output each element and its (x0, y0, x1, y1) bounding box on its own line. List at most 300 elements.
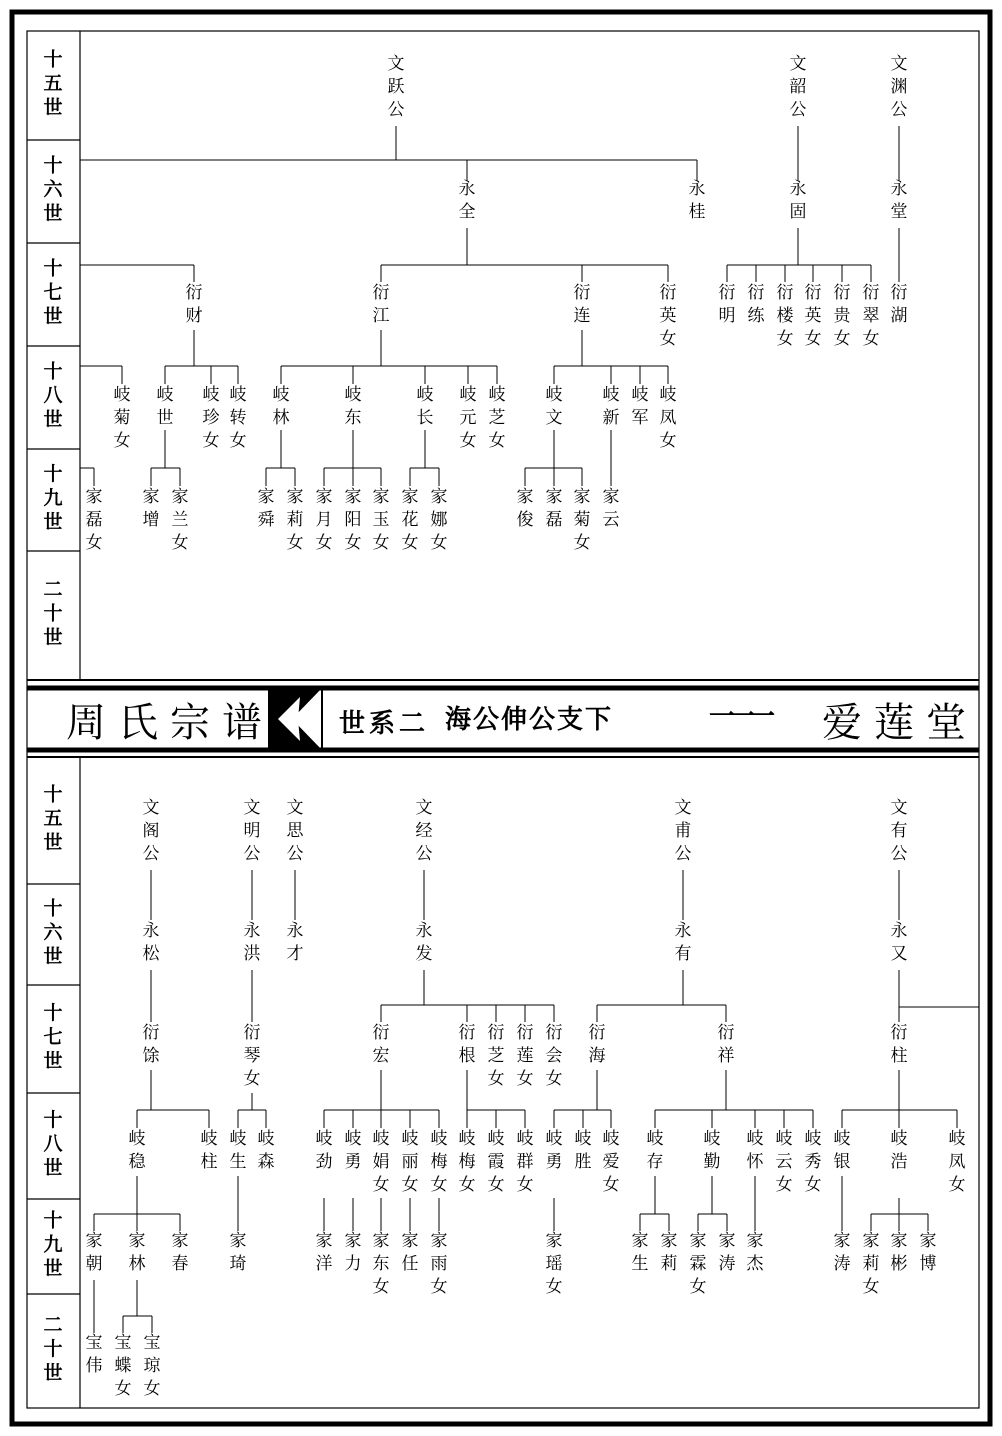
svg-text:七: 七 (43, 1026, 63, 1048)
svg-text:雨: 雨 (430, 1254, 448, 1274)
person-name (431, 487, 448, 553)
svg-text:岐: 岐 (202, 385, 220, 405)
svg-text:文: 文 (286, 798, 304, 818)
person-name (863, 1231, 880, 1297)
svg-text:伟: 伟 (85, 1356, 103, 1376)
svg-text:支: 支 (556, 705, 584, 735)
person-name (416, 921, 433, 964)
svg-text:女: 女 (114, 1379, 132, 1399)
svg-text:爱: 爱 (602, 1152, 620, 1172)
person-name (157, 385, 174, 428)
person-name (891, 1023, 908, 1066)
person-name (748, 283, 766, 326)
person-name (675, 921, 692, 964)
generation-label (43, 360, 63, 431)
svg-text:家: 家 (602, 487, 620, 507)
person-name (316, 1129, 333, 1172)
svg-text:女: 女 (545, 1069, 563, 1089)
svg-text:家: 家 (516, 487, 534, 507)
svg-text:文: 文 (545, 408, 563, 428)
svg-text:生: 生 (631, 1254, 649, 1274)
svg-text:岐: 岐 (804, 1129, 822, 1149)
person-name (834, 1231, 851, 1274)
svg-text:衍: 衍 (516, 1023, 534, 1043)
svg-text:英: 英 (659, 306, 677, 326)
generation-label (43, 48, 62, 119)
svg-text:公: 公 (243, 844, 261, 864)
svg-text:涛: 涛 (718, 1254, 736, 1274)
svg-text:玉: 玉 (372, 510, 390, 530)
svg-text:涛: 涛 (833, 1254, 851, 1274)
svg-text:娜: 娜 (430, 510, 448, 530)
svg-text:文: 文 (387, 54, 405, 74)
svg-text:岐: 岐 (113, 385, 131, 405)
svg-text:周: 周 (66, 700, 106, 746)
svg-text:菊: 菊 (113, 408, 131, 428)
svg-text:东: 东 (344, 408, 362, 428)
generation-label (43, 1001, 62, 1072)
svg-text:岐: 岐 (229, 385, 247, 405)
person-name (86, 1231, 103, 1274)
svg-text:公: 公 (789, 100, 807, 120)
svg-text:文: 文 (789, 54, 807, 74)
svg-text:世: 世 (43, 1050, 63, 1072)
person-name (546, 1231, 563, 1297)
svg-text:女: 女 (804, 329, 822, 349)
svg-text:一: 一 (728, 702, 756, 732)
svg-text:甫: 甫 (674, 821, 692, 841)
person-name (647, 1129, 664, 1172)
person-name (459, 179, 476, 222)
person-name (273, 385, 290, 428)
svg-text:秀: 秀 (804, 1152, 822, 1172)
svg-text:女: 女 (372, 1277, 390, 1297)
book-title (66, 700, 262, 746)
generation-label (43, 783, 62, 854)
svg-text:岐: 岐 (458, 1129, 476, 1149)
svg-text:英: 英 (804, 306, 822, 326)
svg-text:永: 永 (286, 921, 304, 941)
person-name (603, 1129, 620, 1195)
svg-text:岐: 岐 (401, 1129, 419, 1149)
person-name (431, 1231, 448, 1297)
svg-text:二: 二 (43, 1314, 63, 1336)
person-name (488, 1023, 505, 1089)
person-name (416, 798, 433, 864)
svg-text:家: 家 (545, 487, 563, 507)
person-name (345, 1231, 362, 1274)
svg-text:女: 女 (171, 533, 189, 553)
svg-text:衍: 衍 (747, 283, 765, 303)
svg-text:阁: 阁 (142, 821, 160, 841)
svg-text:永: 永 (789, 179, 807, 199)
svg-text:凤: 凤 (659, 408, 677, 428)
svg-text:女: 女 (430, 1277, 448, 1297)
svg-text:系: 系 (368, 709, 396, 739)
svg-text:梅: 梅 (430, 1152, 448, 1172)
svg-text:五: 五 (43, 72, 63, 95)
svg-text:生: 生 (229, 1152, 247, 1172)
person-name (316, 1231, 333, 1274)
svg-text:发: 发 (415, 944, 433, 964)
svg-text:洪: 洪 (243, 944, 261, 964)
hall-name (822, 700, 966, 746)
svg-text:阳: 阳 (344, 510, 362, 530)
svg-text:霞: 霞 (487, 1152, 505, 1172)
svg-text:世: 世 (43, 1157, 63, 1179)
svg-text:琴: 琴 (243, 1046, 261, 1066)
svg-text:家: 家 (401, 1231, 419, 1251)
svg-text:家: 家 (890, 1231, 908, 1251)
svg-text:世: 世 (338, 709, 366, 739)
person-name (603, 487, 620, 530)
svg-text:衍: 衍 (804, 283, 822, 303)
svg-text:梅: 梅 (458, 1152, 476, 1172)
svg-text:衍: 衍 (573, 283, 591, 303)
person-name (718, 1023, 735, 1066)
svg-text:文: 文 (890, 798, 908, 818)
person-name (143, 1023, 161, 1066)
person-name (459, 1023, 476, 1066)
svg-text:世: 世 (156, 408, 174, 428)
svg-text:岐: 岐 (372, 1129, 390, 1149)
svg-text:世: 世 (43, 511, 63, 533)
svg-text:莉: 莉 (862, 1254, 880, 1274)
svg-text:增: 增 (142, 510, 160, 530)
svg-text:岐: 岐 (200, 1129, 218, 1149)
svg-text:森: 森 (257, 1152, 275, 1172)
svg-text:衍: 衍 (372, 283, 390, 303)
svg-text:杰: 杰 (746, 1254, 764, 1274)
svg-text:莲: 莲 (516, 1046, 534, 1066)
person-name (230, 385, 247, 451)
svg-text:女: 女 (659, 329, 677, 349)
svg-text:六: 六 (43, 921, 63, 944)
svg-text:俊: 俊 (516, 510, 534, 530)
svg-text:女: 女 (862, 329, 880, 349)
svg-text:爱: 爱 (822, 700, 862, 746)
svg-text:十: 十 (43, 360, 63, 383)
person-name (690, 1231, 707, 1297)
svg-text:岐: 岐 (488, 385, 506, 405)
svg-text:林: 林 (128, 1254, 146, 1274)
svg-text:岐: 岐 (703, 1129, 721, 1149)
svg-text:家: 家 (171, 1231, 189, 1251)
svg-text:转: 转 (229, 408, 247, 428)
svg-text:世: 世 (43, 626, 63, 649)
svg-text:云: 云 (775, 1152, 793, 1172)
svg-text:十: 十 (43, 1002, 63, 1024)
svg-text:家: 家 (315, 1231, 333, 1251)
svg-text:岐: 岐 (487, 1129, 505, 1149)
svg-text:家: 家 (372, 487, 390, 507)
person-name (287, 487, 304, 553)
svg-text:永: 永 (458, 179, 476, 199)
svg-text:家: 家 (171, 487, 189, 507)
svg-text:岐: 岐 (344, 385, 362, 405)
svg-text:稳: 稳 (128, 1152, 146, 1172)
svg-text:七: 七 (43, 281, 63, 304)
svg-text:桂: 桂 (688, 202, 706, 222)
svg-text:磊: 磊 (545, 510, 563, 530)
person-name (345, 385, 362, 428)
svg-text:永: 永 (890, 921, 908, 941)
svg-text:元: 元 (459, 408, 477, 428)
svg-text:女: 女 (776, 329, 794, 349)
person-name (517, 1023, 534, 1089)
svg-text:家: 家 (430, 487, 448, 507)
person-name (660, 283, 677, 349)
svg-text:宝: 宝 (114, 1333, 132, 1353)
svg-text:岐: 岐 (128, 1129, 146, 1149)
svg-text:才: 才 (286, 944, 304, 964)
svg-text:家: 家 (344, 1231, 362, 1251)
svg-text:公: 公 (674, 844, 692, 864)
svg-text:月: 月 (315, 510, 333, 530)
person-name (575, 1129, 592, 1172)
svg-text:家: 家 (631, 1231, 649, 1251)
svg-text:衍: 衍 (718, 283, 736, 303)
svg-text:家: 家 (660, 1231, 678, 1251)
svg-text:伸: 伸 (500, 705, 528, 735)
svg-text:银: 银 (833, 1152, 851, 1172)
svg-text:永: 永 (142, 921, 160, 941)
svg-text:十: 十 (43, 154, 63, 177)
svg-text:世: 世 (43, 96, 63, 119)
svg-text:女: 女 (401, 1175, 419, 1195)
person-name (388, 54, 405, 120)
svg-text:九: 九 (43, 1233, 63, 1256)
svg-text:永: 永 (688, 179, 706, 199)
svg-text:世: 世 (43, 1362, 63, 1384)
svg-text:磊: 磊 (85, 510, 103, 530)
svg-text:家: 家 (344, 487, 362, 507)
svg-text:女: 女 (344, 533, 362, 553)
svg-text:家: 家 (545, 1231, 563, 1251)
svg-text:十: 十 (43, 1209, 63, 1232)
svg-text:世: 世 (43, 945, 63, 968)
svg-text:琼: 琼 (143, 1356, 161, 1376)
person-name (287, 798, 305, 864)
svg-text:宏: 宏 (372, 1046, 390, 1066)
svg-text:八: 八 (43, 1133, 63, 1155)
svg-text:衍: 衍 (142, 1023, 160, 1043)
person-name (417, 385, 434, 428)
svg-text:怀: 怀 (746, 1152, 764, 1172)
svg-text:家: 家 (401, 487, 419, 507)
svg-text:衍: 衍 (588, 1023, 606, 1043)
svg-text:瑶: 瑶 (545, 1254, 563, 1274)
svg-text:岐: 岐 (646, 1129, 664, 1149)
svg-text:勤: 勤 (703, 1152, 721, 1172)
person-name (244, 921, 261, 964)
svg-text:胜: 胜 (574, 1152, 592, 1172)
svg-text:女: 女 (488, 431, 506, 451)
person-name (632, 1231, 649, 1274)
person-name (574, 487, 591, 553)
svg-text:岐: 岐 (659, 385, 677, 405)
svg-text:女: 女 (804, 1175, 822, 1195)
svg-text:世: 世 (43, 202, 63, 225)
svg-text:海: 海 (588, 1046, 606, 1066)
person-name (777, 283, 795, 349)
svg-text:家: 家 (573, 487, 591, 507)
person-name (86, 1333, 103, 1376)
svg-text:任: 任 (401, 1254, 419, 1274)
page-number (709, 702, 775, 732)
person-name (144, 1333, 162, 1399)
svg-text:十: 十 (43, 897, 63, 920)
person-name (172, 1231, 189, 1274)
svg-text:洋: 洋 (315, 1254, 333, 1274)
svg-text:珍: 珍 (202, 408, 220, 428)
svg-text:海: 海 (444, 705, 472, 735)
svg-text:岐: 岐 (948, 1129, 966, 1149)
svg-text:岐: 岐 (430, 1129, 448, 1149)
svg-text:岐: 岐 (602, 1129, 620, 1149)
person-name (129, 1129, 147, 1172)
svg-text:公: 公 (472, 705, 500, 735)
svg-text:永: 永 (674, 921, 692, 941)
svg-text:女: 女 (401, 533, 419, 553)
person-name (790, 179, 807, 222)
svg-text:岐: 岐 (272, 385, 290, 405)
svg-text:公: 公 (286, 844, 304, 864)
svg-text:菊: 菊 (573, 510, 591, 530)
person-name (546, 385, 563, 428)
person-name (258, 487, 275, 530)
svg-text:二: 二 (398, 709, 426, 739)
person-name (546, 487, 563, 530)
svg-text:翠: 翠 (862, 306, 880, 326)
person-name (258, 1129, 275, 1172)
svg-text:岐: 岐 (890, 1129, 908, 1149)
svg-text:女: 女 (458, 1175, 476, 1195)
svg-text:家: 家 (833, 1231, 851, 1251)
person-name (891, 1129, 908, 1172)
svg-text:岐: 岐 (833, 1129, 851, 1149)
svg-text:岐: 岐 (545, 1129, 563, 1149)
svg-text:女: 女 (286, 533, 304, 553)
person-name (546, 1129, 563, 1172)
svg-text:岐: 岐 (315, 1129, 333, 1149)
svg-text:下: 下 (584, 705, 612, 735)
svg-text:家: 家 (257, 487, 275, 507)
svg-text:娟: 娟 (372, 1152, 390, 1172)
person-name (230, 1129, 247, 1172)
svg-text:固: 固 (789, 202, 807, 222)
svg-text:公: 公 (142, 844, 160, 864)
svg-text:公: 公 (890, 844, 908, 864)
generation-label (43, 897, 63, 968)
svg-text:一: 一 (708, 702, 736, 732)
svg-text:琦: 琦 (229, 1254, 247, 1274)
svg-text:十: 十 (43, 463, 63, 485)
generation-label (43, 579, 62, 649)
person-name (719, 1231, 736, 1274)
svg-text:家: 家 (689, 1231, 707, 1251)
svg-text:宝: 宝 (143, 1333, 161, 1353)
person-name (345, 487, 362, 553)
svg-text:蝶: 蝶 (114, 1356, 132, 1376)
svg-text:莲: 莲 (874, 700, 914, 746)
generation-label (43, 462, 62, 533)
svg-text:家: 家 (430, 1231, 448, 1251)
person-name (675, 798, 692, 864)
svg-text:女: 女 (775, 1175, 793, 1195)
svg-text:韶: 韶 (789, 77, 807, 97)
svg-text:九: 九 (43, 487, 63, 509)
svg-text:群: 群 (516, 1152, 534, 1172)
svg-text:楼: 楼 (776, 306, 794, 326)
svg-text:女: 女 (689, 1277, 707, 1297)
svg-text:岐: 岐 (257, 1129, 275, 1149)
svg-text:家: 家 (128, 1231, 146, 1251)
svg-text:女: 女 (516, 1069, 534, 1089)
svg-text:岐: 岐 (631, 385, 649, 405)
svg-text:经: 经 (415, 821, 433, 841)
svg-text:女: 女 (229, 431, 247, 451)
svg-text:练: 练 (747, 306, 765, 326)
svg-text:女: 女 (243, 1069, 261, 1089)
svg-text:谱: 谱 (222, 700, 262, 746)
svg-text:宝: 宝 (85, 1333, 103, 1353)
svg-text:衍: 衍 (487, 1023, 505, 1043)
svg-text:女: 女 (659, 431, 677, 451)
svg-text:二: 二 (43, 578, 63, 601)
svg-text:家: 家 (862, 1231, 880, 1251)
svg-text:公: 公 (387, 100, 405, 120)
svg-text:十: 十 (43, 48, 63, 71)
svg-text:女: 女 (862, 1277, 880, 1297)
svg-text:家: 家 (229, 1231, 247, 1251)
svg-text:明: 明 (243, 821, 261, 841)
person-name (373, 283, 390, 326)
svg-text:柱: 柱 (890, 1046, 908, 1066)
person-name (891, 283, 908, 326)
person-name (203, 385, 220, 451)
svg-text:衍: 衍 (776, 283, 794, 303)
svg-text:长: 长 (416, 408, 434, 428)
person-name (891, 54, 908, 120)
svg-text:女: 女 (372, 533, 390, 553)
person-name (920, 1231, 937, 1274)
person-name (129, 1231, 146, 1274)
person-name (805, 283, 822, 349)
person-name (488, 1129, 505, 1195)
svg-text:永: 永 (890, 179, 908, 199)
person-name (517, 1129, 534, 1195)
person-name (287, 921, 304, 964)
person-name (459, 1129, 476, 1195)
svg-text:芝: 芝 (487, 1046, 505, 1066)
svg-text:公: 公 (528, 705, 556, 735)
svg-text:思: 思 (286, 821, 304, 841)
person-name (201, 1129, 218, 1172)
svg-text:世: 世 (43, 408, 63, 431)
svg-text:衍: 衍 (890, 283, 908, 303)
person-name (115, 1333, 132, 1399)
person-name (114, 385, 131, 451)
svg-text:八: 八 (43, 384, 63, 407)
generation-label (43, 154, 63, 225)
person-name (86, 487, 103, 553)
svg-text:十: 十 (43, 1338, 63, 1360)
svg-text:勇: 勇 (344, 1152, 362, 1172)
svg-text:文: 文 (890, 54, 908, 74)
svg-text:五: 五 (43, 807, 63, 830)
svg-text:家: 家 (85, 1231, 103, 1251)
